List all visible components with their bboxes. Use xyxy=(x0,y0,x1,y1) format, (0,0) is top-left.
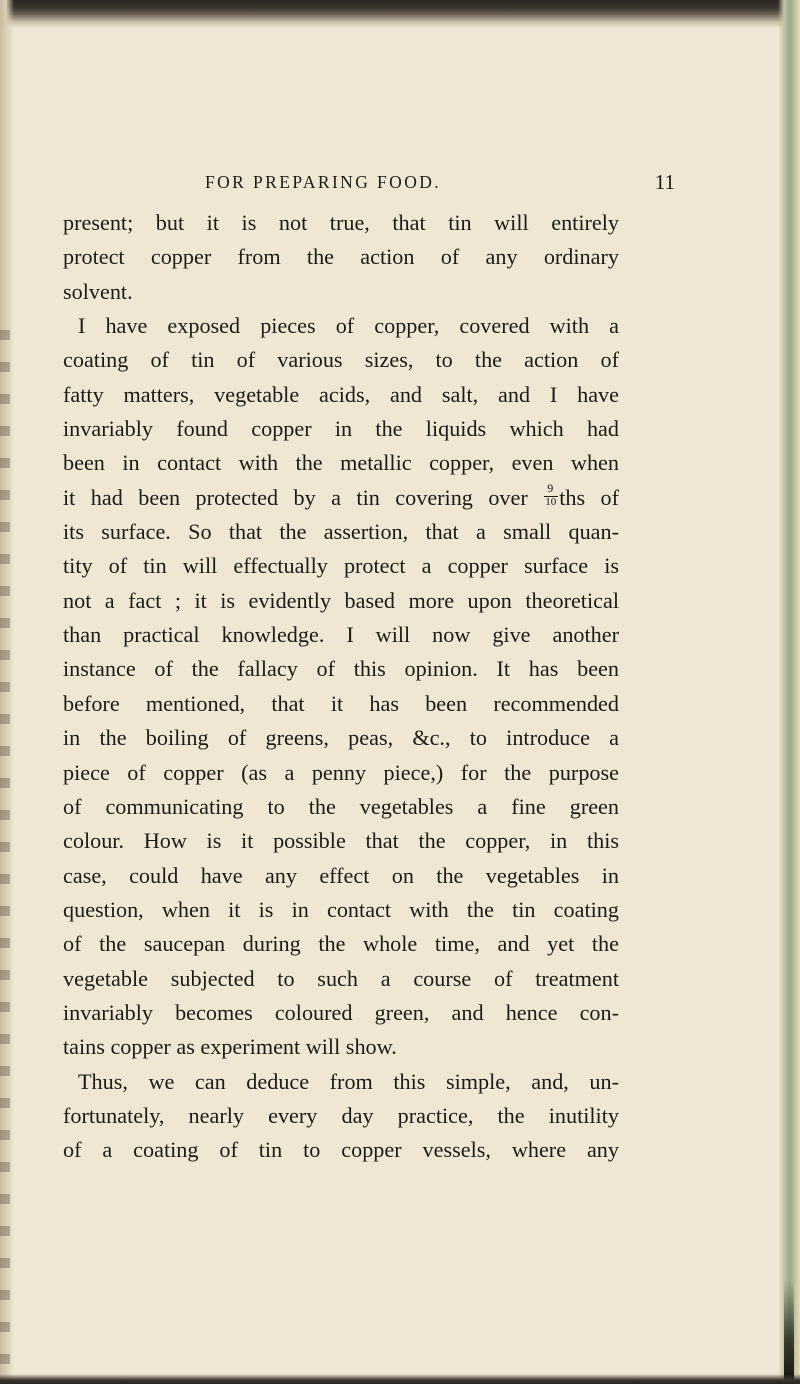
text-line: piece of copper (as a penny piece,) for the purpose xyxy=(63,759,619,785)
text-line: Thus, we can deduce from this simple, and, un- xyxy=(78,1068,619,1094)
text-line: been in contact with the metallic copper, even when xyxy=(63,450,619,476)
text-line: in the boiling of greens, peas, &c., to introduce a xyxy=(63,725,619,751)
text-line-with-fraction xyxy=(63,481,619,515)
page-number: 11 xyxy=(654,170,675,194)
text-line: not a fact ; it is evidently based more upon theoretical xyxy=(63,587,619,613)
text-line: invariably found copper in the liquids which had xyxy=(63,416,619,442)
text-line: question, when it is in contact with the tin coating xyxy=(63,896,619,922)
text-line: before mentioned, that it has been recommended xyxy=(63,690,619,716)
text-line: than practical knowledge. I will now give another xyxy=(63,622,619,648)
fraction-numerator: 9 xyxy=(547,480,554,495)
text-line: present; but it is not true, that tin will entirely xyxy=(63,210,619,235)
text-line: invariably becomes coloured green, and hence con- xyxy=(63,999,619,1025)
text-line: coating of tin of various sizes, to the action of xyxy=(63,347,619,373)
text-line: instance of the fallacy of this opinion. It has been xyxy=(63,656,619,682)
binding-marks xyxy=(0,330,10,1380)
text-line: solvent. xyxy=(63,278,133,304)
text-line: vegetable subjected to such a course of treatment xyxy=(63,965,619,991)
text-line: protect copper from the action of any ordinary xyxy=(63,244,619,270)
page-right-edge xyxy=(778,0,800,1384)
text-line: colour. How is it possible that the copper, in this xyxy=(63,828,619,854)
fraction-suffix: ths of xyxy=(559,484,620,510)
text-line: I have exposed pieces of copper, covered with a xyxy=(78,313,619,339)
text-line: case, could have any effect on the vegetables in xyxy=(63,862,619,888)
text-line: of a coating of tin to copper vessels, where any xyxy=(63,1137,619,1163)
running-title: FOR PREPARING FOOD. xyxy=(205,172,442,192)
page-bottom-shadow xyxy=(0,1374,800,1384)
page-corner-shadow xyxy=(784,1280,794,1380)
text-line: of the saucepan during the whole time, and yet the xyxy=(63,931,619,957)
text-line: of communicating to the vegetables a fine green xyxy=(63,793,619,819)
text-line: its surface. So that the assertion, that a small quan- xyxy=(63,519,619,545)
running-header xyxy=(40,172,740,198)
text-line: tity of tin will effectually protect a copper surface is xyxy=(63,553,619,579)
fraction-nine-tenths xyxy=(544,480,558,508)
text-line: tains copper as experiment will show. xyxy=(63,1034,397,1060)
page-top-shadow xyxy=(0,0,800,28)
text-line: fatty matters, vegetable acids, and salt, and I have xyxy=(63,381,619,407)
text-line: fortunately, nearly every day practice, the inutility xyxy=(63,1102,619,1128)
fraction-denominator: 10 xyxy=(545,495,557,508)
text-line-start: it had been protected by a tin covering over xyxy=(63,484,528,510)
body-text xyxy=(63,206,619,1168)
